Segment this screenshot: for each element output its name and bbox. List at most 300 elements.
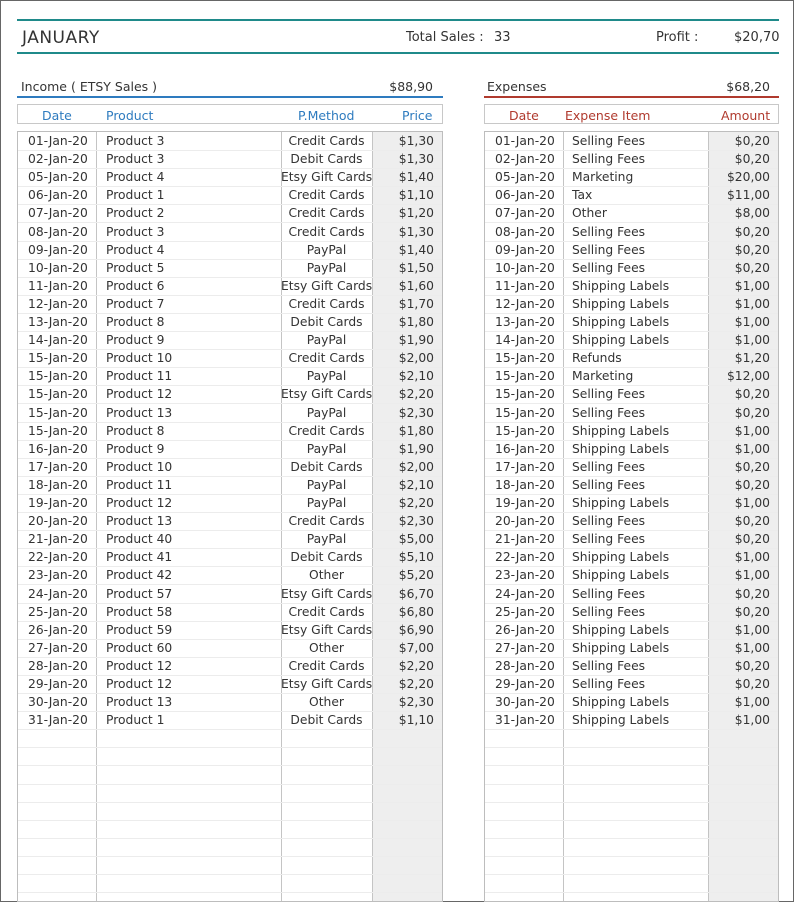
expense-date: 15-Jan-20 (495, 369, 555, 384)
income-row[interactable] (18, 585, 442, 604)
income-row[interactable] (18, 494, 442, 513)
income-method: Etsy Gift Cards (281, 387, 373, 402)
income-row[interactable] (18, 422, 442, 441)
expense-row[interactable] (485, 186, 778, 205)
income-row[interactable] (18, 367, 442, 386)
income-product: Product 3 (106, 152, 165, 167)
income-title: Income ( ETSY Sales ) (21, 79, 158, 94)
income-date: 19-Jan-20 (28, 496, 88, 510)
expense-row[interactable] (485, 820, 778, 839)
expense-row[interactable] (485, 711, 778, 730)
expense-date: 09-Jan-20 (495, 242, 555, 257)
income-product: Product 11 (106, 369, 173, 384)
income-product: Product 11 (106, 477, 173, 492)
income-price: $1,90 (398, 333, 434, 348)
expenses-col-item: Expense Item (565, 108, 651, 123)
expense-date: 31-Jan-20 (495, 713, 555, 728)
expense-amount: $1,20 (734, 351, 770, 366)
income-row[interactable] (18, 241, 442, 260)
income-price: $5,20 (398, 568, 434, 583)
profit-value: $20,70 (734, 30, 780, 45)
income-price: $5,10 (398, 550, 434, 565)
expense-date: 29-Jan-20 (495, 677, 555, 691)
income-method: Etsy Gift Cards (281, 677, 373, 691)
income-total: $88,90 (389, 79, 433, 94)
expense-amount: $0,20 (734, 242, 770, 257)
expense-amount: $0,20 (734, 677, 770, 691)
income-method: Credit Cards (288, 514, 365, 529)
expense-amount: $0,20 (734, 514, 770, 529)
income-row[interactable] (18, 440, 442, 459)
expense-row[interactable] (485, 512, 778, 531)
expense-row[interactable] (485, 856, 778, 875)
expense-date: 18-Jan-20 (495, 477, 555, 492)
expense-row[interactable] (485, 838, 778, 857)
expense-amount: $1,00 (734, 278, 770, 293)
income-row[interactable] (18, 639, 442, 658)
income-column-header (17, 104, 443, 124)
income-price: $2,10 (398, 477, 434, 492)
income-row[interactable] (18, 295, 442, 314)
income-method: Credit Cards (288, 351, 365, 366)
income-price: $7,00 (398, 640, 434, 655)
expense-row[interactable] (485, 458, 778, 477)
expense-row[interactable] (485, 277, 778, 296)
total-sales-label: Total Sales : (406, 30, 484, 45)
expense-amount: $11,00 (726, 188, 770, 203)
expense-amount: $20,00 (726, 170, 770, 185)
income-price: $1,10 (398, 188, 434, 203)
income-underline (17, 96, 443, 98)
income-method: Credit Cards (288, 206, 365, 221)
income-row[interactable] (18, 150, 442, 169)
income-row[interactable] (18, 874, 442, 893)
income-product: Product 12 (106, 677, 173, 691)
income-price: $1,40 (398, 242, 434, 257)
income-product: Product 4 (106, 242, 165, 257)
expense-amount: $0,20 (734, 477, 770, 492)
expense-date: 10-Jan-20 (495, 260, 555, 275)
income-date: 20-Jan-20 (28, 514, 88, 529)
expense-date: 15-Jan-20 (495, 405, 555, 420)
income-date: 14-Jan-20 (28, 333, 88, 348)
income-row[interactable] (18, 657, 442, 676)
income-date: 11-Jan-20 (28, 278, 88, 293)
income-price: $2,20 (398, 387, 434, 402)
income-date: 16-Jan-20 (28, 441, 88, 456)
income-product: Product 3 (106, 224, 165, 239)
expense-date: 05-Jan-20 (495, 170, 555, 185)
income-method: Debit Cards (290, 713, 363, 728)
profit-label: Profit : (656, 30, 699, 45)
expense-date: 28-Jan-20 (495, 658, 555, 673)
expense-item: Shipping Labels (572, 568, 670, 583)
header-bottom-rule (17, 52, 779, 54)
income-price: $2,30 (398, 514, 434, 529)
income-date: 25-Jan-20 (28, 604, 88, 619)
expense-amount: $1,00 (734, 640, 770, 655)
income-row[interactable] (18, 603, 442, 622)
income-method: PayPal (306, 333, 347, 348)
income-price: $6,80 (398, 604, 434, 619)
income-date: 29-Jan-20 (28, 677, 88, 691)
income-method: Etsy Gift Cards (281, 278, 373, 293)
expense-amount: $0,20 (734, 658, 770, 673)
expense-item: Shipping Labels (572, 713, 670, 728)
income-product: Product 8 (106, 423, 165, 438)
expense-item: Shipping Labels (572, 550, 670, 565)
expense-item: Selling Fees (572, 658, 646, 673)
income-row[interactable] (18, 512, 442, 531)
income-col-price: Price (402, 108, 433, 123)
expense-row[interactable] (485, 150, 778, 169)
income-row[interactable] (18, 186, 442, 205)
expense-amount: $1,00 (734, 550, 770, 565)
income-col-method: P.Method (298, 108, 355, 123)
expense-item: Selling Fees (572, 152, 646, 167)
income-col-date: Date (42, 108, 72, 123)
expense-date: 15-Jan-20 (495, 423, 555, 438)
income-date: 07-Jan-20 (28, 206, 88, 221)
income-method: PayPal (306, 532, 347, 547)
income-price: $2,20 (398, 658, 434, 673)
income-row[interactable] (18, 729, 442, 748)
expense-item: Selling Fees (572, 532, 646, 547)
expense-date: 17-Jan-20 (495, 459, 555, 474)
expense-row[interactable] (485, 585, 778, 604)
income-method: Credit Cards (288, 658, 365, 673)
expense-row[interactable] (485, 639, 778, 658)
expense-row[interactable] (485, 313, 778, 332)
income-method: Debit Cards (290, 459, 363, 474)
income-row[interactable] (18, 259, 442, 278)
income-row[interactable] (18, 277, 442, 296)
expense-item: Selling Fees (572, 224, 646, 239)
income-method: Credit Cards (288, 296, 365, 311)
income-row[interactable] (18, 820, 442, 839)
expenses-col-amount: Amount (721, 108, 771, 123)
income-price: $1,10 (398, 713, 434, 728)
expense-row[interactable] (485, 548, 778, 567)
expense-item: Shipping Labels (572, 278, 670, 293)
income-row[interactable] (18, 566, 442, 585)
income-row[interactable] (18, 168, 442, 187)
expense-row[interactable] (485, 747, 778, 766)
expenses-total: $68,20 (726, 79, 770, 94)
income-method: Debit Cards (290, 315, 363, 329)
expense-row[interactable] (485, 404, 778, 423)
expense-row[interactable] (485, 766, 778, 785)
expense-row[interactable] (485, 331, 778, 350)
expense-item: Selling Fees (572, 604, 646, 619)
income-product: Product 5 (106, 260, 165, 275)
income-table (17, 131, 443, 902)
income-date: 28-Jan-20 (28, 658, 88, 673)
income-product: Product 12 (106, 387, 173, 402)
income-product: Product 2 (106, 206, 165, 221)
expense-date: 24-Jan-20 (495, 586, 555, 601)
expense-item: Marketing (572, 369, 634, 384)
expense-date: 20-Jan-20 (495, 514, 555, 529)
income-price: $1,50 (398, 260, 434, 275)
income-product: Product 1 (106, 713, 165, 728)
expense-item: Shipping Labels (572, 315, 670, 329)
income-price: $1,90 (398, 441, 434, 456)
expense-row[interactable] (485, 603, 778, 622)
expense-amount: $1,00 (734, 315, 770, 329)
expense-amount: $1,00 (734, 423, 770, 438)
income-method: PayPal (306, 260, 347, 275)
income-product: Product 1 (106, 188, 165, 203)
income-method: Credit Cards (288, 224, 365, 239)
income-date: 15-Jan-20 (28, 423, 88, 438)
income-product: Product 12 (106, 658, 173, 673)
expense-date: 16-Jan-20 (495, 441, 555, 456)
income-row[interactable] (18, 132, 442, 151)
expense-item: Selling Fees (572, 477, 646, 492)
income-product: Product 58 (106, 604, 173, 619)
income-price: $2,20 (398, 496, 434, 510)
income-date: 13-Jan-20 (28, 315, 88, 329)
income-method: PayPal (306, 369, 347, 384)
expense-row[interactable] (485, 241, 778, 260)
expense-item: Other (572, 206, 607, 221)
income-row[interactable] (18, 530, 442, 549)
income-product: Product 57 (106, 586, 173, 601)
income-method: Credit Cards (288, 423, 365, 438)
expense-date: 15-Jan-20 (495, 351, 555, 366)
income-row[interactable] (18, 548, 442, 567)
expense-row[interactable] (485, 476, 778, 495)
income-date: 22-Jan-20 (28, 550, 88, 565)
expense-row[interactable] (485, 693, 778, 712)
expense-item: Shipping Labels (572, 333, 670, 348)
income-price: $1,80 (398, 315, 434, 329)
expense-date: 14-Jan-20 (495, 333, 555, 348)
expense-amount: $0,20 (734, 586, 770, 601)
expense-row[interactable] (485, 132, 778, 151)
total-sales-value: 33 (494, 30, 511, 45)
income-row[interactable] (18, 675, 442, 694)
income-row[interactable] (18, 204, 442, 223)
expense-row[interactable] (485, 874, 778, 893)
income-date: 06-Jan-20 (28, 188, 88, 203)
expense-amount: $0,20 (734, 532, 770, 547)
income-date: 27-Jan-20 (28, 640, 88, 655)
income-product: Product 8 (106, 315, 165, 329)
income-date: 18-Jan-20 (28, 477, 88, 492)
expense-item: Selling Fees (572, 405, 646, 420)
expense-item: Refunds (572, 351, 622, 366)
expense-item: Selling Fees (572, 242, 646, 257)
expense-date: 30-Jan-20 (495, 695, 555, 710)
income-row[interactable] (18, 856, 442, 875)
income-method: Other (309, 640, 344, 655)
income-row[interactable] (18, 747, 442, 766)
income-method: Other (309, 695, 344, 710)
income-product: Product 42 (106, 568, 173, 583)
header-top-rule (17, 19, 779, 21)
income-row[interactable] (18, 404, 442, 423)
income-date: 31-Jan-20 (28, 713, 88, 728)
income-date: 08-Jan-20 (28, 224, 88, 239)
expense-row[interactable] (485, 385, 778, 404)
expense-row[interactable] (485, 494, 778, 513)
expense-row[interactable] (485, 422, 778, 441)
expense-item: Shipping Labels (572, 296, 670, 311)
income-product: Product 10 (106, 459, 173, 474)
expenses-col-date: Date (509, 108, 539, 123)
expense-amount: $0,20 (734, 224, 770, 239)
income-date: 15-Jan-20 (28, 351, 88, 366)
expense-item: Marketing (572, 170, 634, 185)
income-date: 17-Jan-20 (28, 459, 88, 474)
expense-item: Selling Fees (572, 459, 646, 474)
income-row[interactable] (18, 784, 442, 803)
expense-row[interactable] (485, 675, 778, 694)
income-date: 02-Jan-20 (28, 152, 88, 167)
income-method: PayPal (306, 405, 347, 420)
expense-amount: $1,00 (734, 568, 770, 583)
income-price: $1,60 (398, 278, 434, 293)
income-price: $1,30 (398, 152, 434, 167)
expense-item: Shipping Labels (572, 640, 670, 655)
income-row[interactable] (18, 458, 442, 477)
expense-row[interactable] (485, 349, 778, 368)
expense-item: Selling Fees (572, 514, 646, 529)
expense-amount: $0,20 (734, 405, 770, 420)
expense-row[interactable] (485, 729, 778, 748)
expense-date: 15-Jan-20 (495, 387, 555, 402)
expense-amount: $1,00 (734, 496, 770, 510)
expense-date: 19-Jan-20 (495, 496, 555, 510)
expense-date: 13-Jan-20 (495, 315, 555, 329)
expense-row[interactable] (485, 168, 778, 187)
expense-date: 26-Jan-20 (495, 622, 555, 637)
income-method: Credit Cards (288, 604, 365, 619)
income-price: $2,30 (398, 405, 434, 420)
income-product: Product 6 (106, 278, 165, 293)
expense-amount: $1,00 (734, 713, 770, 728)
income-row[interactable] (18, 711, 442, 730)
expense-amount: $12,00 (726, 369, 770, 384)
expense-row[interactable] (485, 295, 778, 314)
expense-amount: $1,00 (734, 296, 770, 311)
expense-date: 07-Jan-20 (495, 206, 555, 221)
expense-item: Tax (572, 188, 593, 203)
income-date: 15-Jan-20 (28, 387, 88, 402)
income-date: 24-Jan-20 (28, 586, 88, 601)
expense-item: Shipping Labels (572, 622, 670, 637)
income-product: Product 9 (106, 441, 165, 456)
income-method: Etsy Gift Cards (281, 586, 373, 601)
expense-date: 27-Jan-20 (495, 640, 555, 655)
expense-row[interactable] (485, 530, 778, 549)
income-row[interactable] (18, 766, 442, 785)
income-product: Product 59 (106, 622, 173, 637)
income-row[interactable] (18, 385, 442, 404)
expense-amount: $0,20 (734, 387, 770, 402)
expense-date: 21-Jan-20 (495, 532, 555, 547)
income-col-product: Product (106, 108, 154, 123)
expense-row[interactable] (485, 802, 778, 821)
income-method: Credit Cards (288, 134, 365, 148)
expenses-table (484, 131, 779, 902)
expense-row[interactable] (485, 204, 778, 223)
income-price: $1,40 (398, 170, 434, 185)
income-date: 23-Jan-20 (28, 568, 88, 583)
income-product: Product 41 (106, 550, 173, 565)
expenses-column-header (484, 104, 779, 124)
income-row[interactable] (18, 349, 442, 368)
income-method: PayPal (306, 242, 347, 257)
income-date: 30-Jan-20 (28, 695, 88, 710)
income-method: PayPal (306, 441, 347, 456)
income-price: $2,00 (398, 459, 434, 474)
income-date: 05-Jan-20 (28, 170, 88, 185)
income-method: Etsy Gift Cards (281, 170, 373, 185)
income-row[interactable] (18, 621, 442, 640)
income-price: $5,00 (398, 532, 434, 547)
income-row[interactable] (18, 313, 442, 332)
expense-date: 06-Jan-20 (495, 188, 555, 203)
expense-row[interactable] (485, 621, 778, 640)
income-date: 12-Jan-20 (28, 296, 88, 311)
income-row[interactable] (18, 693, 442, 712)
expense-item: Selling Fees (572, 387, 646, 402)
income-product: Product 3 (106, 134, 165, 148)
expense-row[interactable] (485, 440, 778, 459)
income-product: Product 13 (106, 514, 173, 529)
income-price: $2,30 (398, 695, 434, 710)
expenses-underline (484, 96, 779, 98)
income-row[interactable] (18, 223, 442, 242)
expense-item: Selling Fees (572, 134, 646, 148)
income-price: $1,20 (398, 206, 434, 221)
expense-amount: $1,00 (734, 695, 770, 710)
income-product: Product 10 (106, 351, 173, 366)
income-product: Product 4 (106, 170, 165, 185)
expense-amount: $1,00 (734, 333, 770, 348)
expense-date: 11-Jan-20 (495, 278, 555, 293)
income-row[interactable] (18, 838, 442, 857)
income-row[interactable] (18, 331, 442, 350)
income-row[interactable] (18, 476, 442, 495)
expense-date: 22-Jan-20 (495, 550, 555, 565)
expense-amount: $0,20 (734, 152, 770, 167)
expense-row[interactable] (485, 784, 778, 803)
income-product: Product 13 (106, 695, 173, 710)
expense-date: 08-Jan-20 (495, 224, 555, 239)
expense-row[interactable] (485, 367, 778, 386)
expense-amount: $1,00 (734, 622, 770, 637)
income-price: $6,90 (398, 622, 434, 637)
expense-row[interactable] (485, 259, 778, 278)
expense-item: Shipping Labels (572, 423, 670, 438)
income-date: 15-Jan-20 (28, 405, 88, 420)
income-product: Product 7 (106, 296, 165, 311)
expense-row[interactable] (485, 657, 778, 676)
income-price: $6,70 (398, 586, 434, 601)
expense-row[interactable] (485, 223, 778, 242)
expenses-title: Expenses (487, 79, 547, 94)
income-date: 21-Jan-20 (28, 532, 88, 547)
expense-amount: $1,00 (734, 441, 770, 456)
expense-date: 12-Jan-20 (495, 296, 555, 311)
expense-item: Selling Fees (572, 586, 646, 601)
income-row[interactable] (18, 802, 442, 821)
expense-row[interactable] (485, 566, 778, 585)
